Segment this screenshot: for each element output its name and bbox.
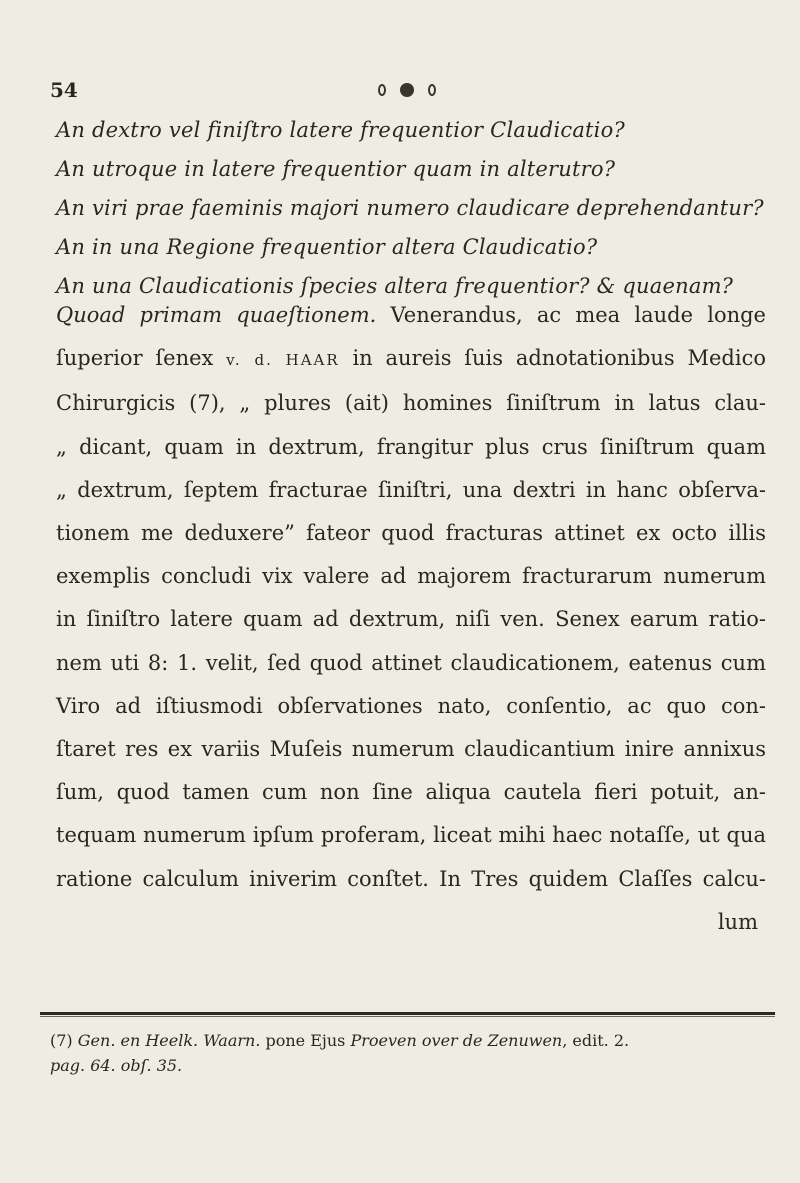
footnote-line-2 [50,1053,770,1078]
body-line: exemplis concludi vix valere ad majorem fracturarum numerum [56,564,766,589]
body-line: tequam numerum ipſum proferam, liceat mihi haec notaſſe, ut qua [56,823,766,848]
body-line [56,337,766,382]
footnote-tail: , edit. 2. [562,1031,630,1050]
body-line-text: Venerandus, ac mea laude longe [390,303,766,327]
footnote-page-ref: pag. 64. obſ. 35. [50,1056,183,1075]
footnote-rule-thin [40,1016,775,1017]
footnote-line-1 [50,1028,770,1053]
catchword: lum [717,909,758,934]
body-line: ſum, quod tamen cum non ſine aliqua cautela fieri potuit, an- [56,780,766,805]
question-2: An utroque in latere frequentior quam in alterutro? [56,157,616,181]
question-5: An una Claudicationis ſpecies altera frequentior? & quaenam? [56,274,734,298]
body-line [56,294,766,337]
author-prefix: v. d. [226,351,273,370]
question-3: An viri prae faeminis majori numero claudicare deprehendantur? [56,196,764,220]
question-1: An dextro vel finiſtro latere frequentior Claudicatio? [56,118,625,142]
body-line: „ dicant, quam in dextrum, frangitur plus crus ſiniſtrum quam [56,434,766,459]
main-paragraph [56,294,766,944]
questions-list [56,112,776,307]
lead-italic: Quoad primam quaeſtionem. [56,303,377,327]
body-line: „ dextrum, ſeptem fracturae ſiniſtri, una dextri in hanc obſerva- [56,477,766,502]
ornament-center [400,83,414,97]
footnote-marker: (7) [50,1031,73,1050]
question-4: An in una Regione frequentior altera Claudicatio? [56,235,598,259]
body-line: nem uti 8: 1. velit, ſed quod attinet claudicationem, eatenus cum [56,650,766,675]
body-line: ratione calculum iniverim conſtet. In Tres quidem Claſſes calcu- [56,866,766,891]
page-number: 54 [50,78,78,102]
body-line: Viro ad iſtiusmodi obſervationes nato, conſentio, ac quo con- [56,693,766,718]
body-line-text: ſuperior ſenex [56,346,214,371]
footnote [50,1028,770,1078]
body-line: in ſiniſtro latere quam ad dextrum, niſi ven. Senex earum ratio- [56,607,766,632]
header-ornament-icon [378,80,436,100]
footnote-title: Proeven over de Zenuwen [350,1031,563,1050]
footnote-ref: Gen. en Heelk. Waarn. [77,1031,261,1050]
author-name: HAAR [285,351,340,370]
footnote-rule [40,1012,775,1015]
body-line: Chirurgicis (7), „ plures (ait) homines ſiniſtrum in latus clau- [56,391,766,416]
body-line: ſtaret res ex variis Muſeis numerum claudicantium inire annixus [56,737,766,762]
body-line-text: in aureis ſuis adnotationibus Medico [352,346,766,371]
body-line: tionem me deduxere” fateor quod fracturas attinet ex octo illis [56,521,766,546]
ornament-right [428,84,436,96]
footnote-mid: pone Ejus [265,1031,346,1050]
ornament-left [378,84,386,96]
